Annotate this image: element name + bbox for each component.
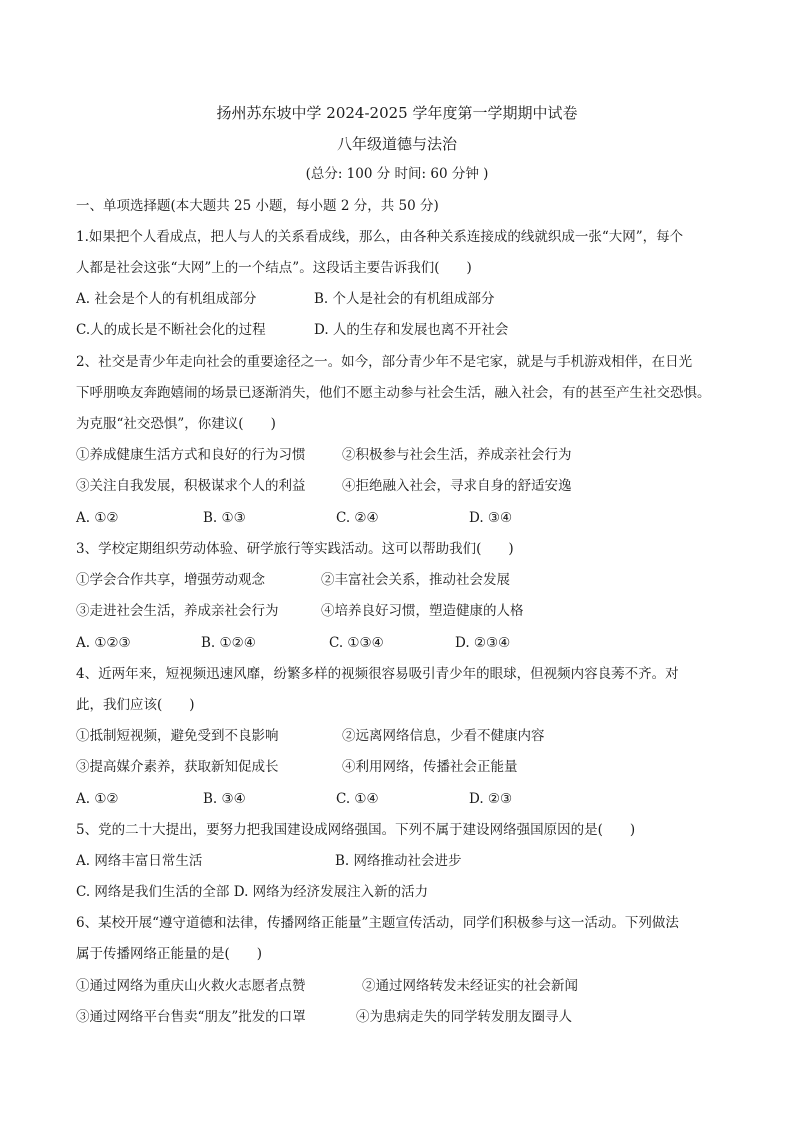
q1-option-a: A. 社会是个人的有机组成部分 (76, 291, 257, 307)
q3-statement-1: ①学会合作共享，增强劳动观念 (76, 572, 265, 588)
q1-option-d: D. 人的生存和发展也离不开社会 (314, 322, 509, 338)
q2-option-b: B. ①③ (203, 510, 246, 526)
q3-statement-4: ④培养良好习惯，塑造健康的人格 (321, 603, 524, 619)
q4-statement-3: ③提高媒介素养，获取新知促成长 (76, 759, 279, 775)
q1-option-b: B. 个人是社会的有机组成部分 (314, 291, 495, 307)
q5-stem-line1: 5、党的二十大提出，要努力把我国建设成网络强国。下列不属于建设网络强国原因的是( ) (76, 822, 636, 838)
q6-statement-4: ④为患病走失的同学转发朋友圈寻人 (356, 1009, 572, 1025)
q2-statement-1: ①养成健康生活方式和良好的行为习惯 (76, 447, 306, 463)
q2-option-c: C. ②④ (336, 510, 379, 526)
q3-option-a: A. ①②③ (76, 635, 131, 651)
q4-statement-1: ①抵制短视频，避免受到不良影响 (76, 728, 279, 744)
q2-stem-line1: 2、社交是青少年走向社会的重要途径之一。如今，部分青少年不是宅家，就是与手机游戏相伴，在日光 (76, 354, 693, 370)
q2-statement-2: ②积极参与社会生活，养成亲社会行为 (342, 447, 572, 463)
q6-statement-2: ②通过网络转发未经证实的社会新闻 (362, 978, 578, 994)
q2-statement-3: ③关注自我发展，积极谋求个人的利益 (76, 478, 306, 494)
section-heading: 一、单项选择题(本大题共 25 小题，每小题 2 分，共 50 分) (76, 198, 439, 214)
q4-stem-line2: 此，我们应该( ) (76, 697, 195, 713)
q2-stem-line3: 为克服“社交恐惧”，你建议( ) (76, 416, 276, 432)
q2-option-d: D. ③④ (469, 510, 513, 526)
q2-option-a: A. ①② (76, 510, 119, 526)
q1-stem-line2: 人都是社会这张“大网”上的一个结点”。这段话主要告诉我们( ) (76, 260, 472, 276)
q3-option-b: B. ①②④ (201, 635, 256, 651)
q2-statement-4: ④拒绝融入社会，寻求自身的舒适安逸 (342, 478, 572, 494)
q4-option-c: C. ①④ (336, 791, 379, 807)
exam-subject: 八年级道德与法治 (336, 135, 457, 153)
q4-stem-line1: 4、近两年来，短视频迅速风靡，纷繁多样的视频很容易吸引青少年的眼球，但视频内容良莠不齐。对 (76, 666, 679, 682)
q5-options-row2: C. 网络是我们生活的全部 D. 网络为经济发展注入新的活力 (76, 884, 429, 900)
q3-stem-line1: 3、学校定期组织劳动体验、研学旅行等实践活动。这可以帮助我们( ) (76, 541, 514, 557)
q2-stem-line2: 下呼朋唤友奔跑嬉闹的场景已逐渐消失，他们不愿主动参与社会生活，融入社会，有的甚至产生社交恐惧。 (76, 385, 711, 401)
q4-statement-2: ②远离网络信息，少看不健康内容 (342, 728, 545, 744)
q3-statement-3: ③走进社会生活，养成亲社会行为 (76, 603, 279, 619)
exam-title: 扬州苏东坡中学 2024-2025 学年度第一学期期中试卷 (216, 104, 578, 122)
q3-statement-2: ②丰富社会关系，推动社会发展 (321, 572, 510, 588)
q3-option-c: C. ①③④ (329, 635, 384, 651)
q5-option-a: A. 网络丰富日常生活 (76, 853, 203, 869)
exam-score-time: (总分: 100 分 时间: 60 分钟 ) (305, 166, 489, 182)
q4-option-b: B. ③④ (203, 791, 246, 807)
q6-statement-3: ③通过网络平台售卖“朋友”批发的口罩 (76, 1009, 306, 1025)
q4-option-d: D. ②③ (469, 791, 513, 807)
q6-stem-line1: 6、某校开展“遵守道德和法律，传播网络正能量”主题宣传活动，同学们积极参与这一活动。下列做法 (76, 915, 679, 931)
q4-option-a: A. ①② (76, 791, 119, 807)
q1-option-c: C.人的成长是不断社会化的过程 (76, 322, 266, 338)
q3-option-d: D. ②③④ (455, 635, 511, 651)
q4-statement-4: ④利用网络，传播社会正能量 (342, 759, 518, 775)
q1-stem-line1: 1.如果把个人看成点，把人与人的关系看成线，那么，由各种关系连接成的线就织成一张“大网”，每个 (76, 229, 684, 245)
q6-statement-1: ①通过网络为重庆山火救火志愿者点赞 (76, 978, 306, 994)
q6-stem-line2: 属于传播网络正能量的是( ) (76, 946, 263, 962)
q5-option-b: B. 网络推动社会进步 (335, 853, 462, 869)
